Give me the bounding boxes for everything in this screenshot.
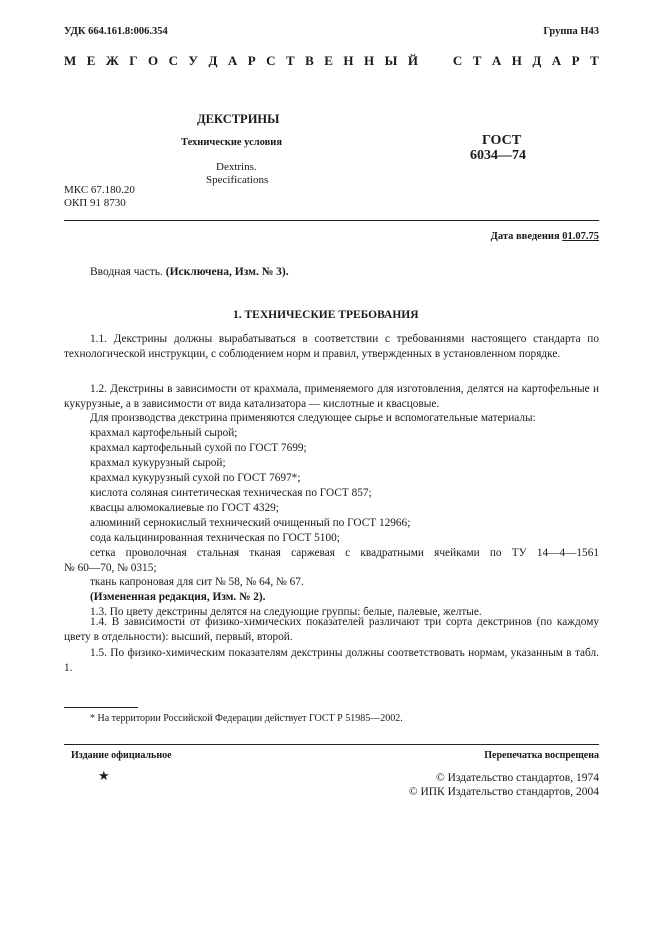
banner-letter: Е: [86, 53, 96, 68]
banner-letter: Е: [324, 53, 333, 68]
divider: [64, 220, 599, 221]
banner-letter: А: [227, 53, 238, 68]
document-subtitle: Технические условия: [181, 137, 283, 148]
section-title: 1. ТЕХНИЧЕСКИЕ ТРЕБОВАНИЯ: [233, 309, 419, 321]
footnote: * На территории Российской Федерации действует ГОСТ Р 51985—2002.: [90, 713, 403, 724]
udk-code: УДК 664.161.8:006.354: [64, 26, 168, 37]
banner-letter: Г: [129, 53, 138, 68]
fabric-item: ткань капроновая для сит № 58, № 64, № 67.: [90, 576, 304, 588]
banner-letter: Ж: [105, 53, 119, 68]
mesh-line-1: сетка проволочная стальная тканая саржевая с квадратными ячейками по ТУ 14—4—1561: [90, 547, 599, 559]
banner-letter: С: [168, 53, 178, 68]
gost-label: ГОСТ: [482, 133, 522, 148]
material-item: крахмал кукурузный сухой по ГОСТ 7697*;: [90, 472, 301, 484]
paragraph-1-1: 1.1. Декстрины должны вырабатываться в соответствии с требованиями настоящего стандарта по технологической инструкции, с соблюдением норм и правил, утвержденных в установленном порядке.: [64, 333, 599, 361]
english-subtitle: Specifications: [206, 174, 269, 186]
banner-letter: С: [266, 53, 276, 68]
banner-letter: Т: [590, 53, 599, 68]
material-item: крахмал кукурузный сырой;: [90, 457, 226, 469]
document-title: ДЕКСТРИНЫ: [197, 112, 280, 126]
material-item: крахмал картофельный сырой;: [90, 427, 238, 439]
material-item: крахмал картофельный сухой по ГОСТ 7699;: [90, 442, 307, 454]
paragraph-1-5: 1.5. По физико-химическим показателям декстрины должны соответствовать нормам, указанным в табл. 1.: [64, 647, 599, 675]
banner-letter: У: [188, 53, 198, 68]
english-title: Dextrins.: [216, 161, 257, 173]
mks-code: МКС 67.180.20: [64, 184, 135, 196]
okp-code: ОКП 91 8730: [64, 197, 126, 209]
paragraph-1-3: 1.3. По цвету декстрины делятся на следующие группы: белые, палевые, желтые.: [90, 606, 482, 618]
official-edition: Издание официальное: [71, 750, 172, 761]
intro-note: (Исключена, Изм. № 3).: [165, 266, 289, 278]
footer-divider: [64, 744, 599, 745]
banner-letter: А: [491, 53, 502, 68]
banner-gap: [428, 53, 442, 69]
copyright-1974: © Издательство стандартов, 1974: [435, 772, 599, 784]
intro-date-value: 01.07.75: [562, 231, 599, 242]
gost-number: 6034—74: [470, 148, 526, 163]
intro-text: Вводная часть.: [90, 266, 163, 278]
group-code: Группа Н43: [543, 26, 599, 37]
banner-letter: С: [452, 53, 463, 68]
material-item: сода кальцинированная техническая по ГОСТ 5100;: [90, 532, 340, 544]
banner-letter: А: [551, 53, 562, 68]
banner-letter: Д: [208, 53, 218, 68]
banner-letter: Ы: [384, 53, 398, 68]
copyright-2004: © ИПК Издательство стандартов, 2004: [408, 786, 599, 798]
banner-letter: Т: [472, 53, 482, 68]
banner-letter: Н: [364, 53, 375, 68]
material-item: кислота соляная синтетическая техническая по ГОСТ 857;: [90, 487, 372, 499]
banner-letter: М: [64, 53, 77, 68]
footnote-rule: [64, 707, 138, 708]
reprint-prohibited: Перепечатка воспрещена: [484, 750, 599, 761]
banner-letter: Н: [343, 53, 354, 68]
star-icon: ★: [98, 768, 110, 783]
intro-date: [491, 231, 599, 242]
material-item: алюминий сернокислый технический очищенный по ГОСТ 12966;: [90, 517, 411, 529]
paragraph-1-4: 1.4. В зависимости от физико-химических показателей различают три сорта декстринов (по каждому цвету в отдельности): высший, первый, второй.: [64, 616, 599, 644]
materials-intro: Для производства декстрина применяются следующее сырье и вспомогательные материалы:: [90, 412, 536, 424]
mesh-line-2: № 60—70, № 0315;: [64, 562, 157, 574]
banner-letter: В: [305, 53, 314, 68]
intro-date-label: Дата введения: [490, 231, 560, 242]
revision-note: (Измененная редакция, Изм. № 2).: [90, 591, 266, 603]
banner-letter: Д: [532, 53, 542, 68]
banner-letter: Н: [511, 53, 522, 68]
intro-line: [90, 266, 289, 278]
material-item: квасцы алюмокалиевые по ГОСТ 4329;: [90, 502, 279, 514]
banner-letter: Р: [571, 53, 580, 68]
banner-letter: Р: [247, 53, 256, 68]
paragraph-1-2: 1.2. Декстрины в зависимости от крахмала, применяемого для изготовления, делятся на картофельные и кукурузные, а в зависимости от вида катализатора — кислотные и квасцовые.: [64, 383, 599, 411]
banner-letter: Т: [286, 53, 295, 68]
standard-banner: [64, 53, 599, 69]
banner-letter: О: [147, 53, 159, 68]
banner-letter: Й: [407, 53, 418, 68]
